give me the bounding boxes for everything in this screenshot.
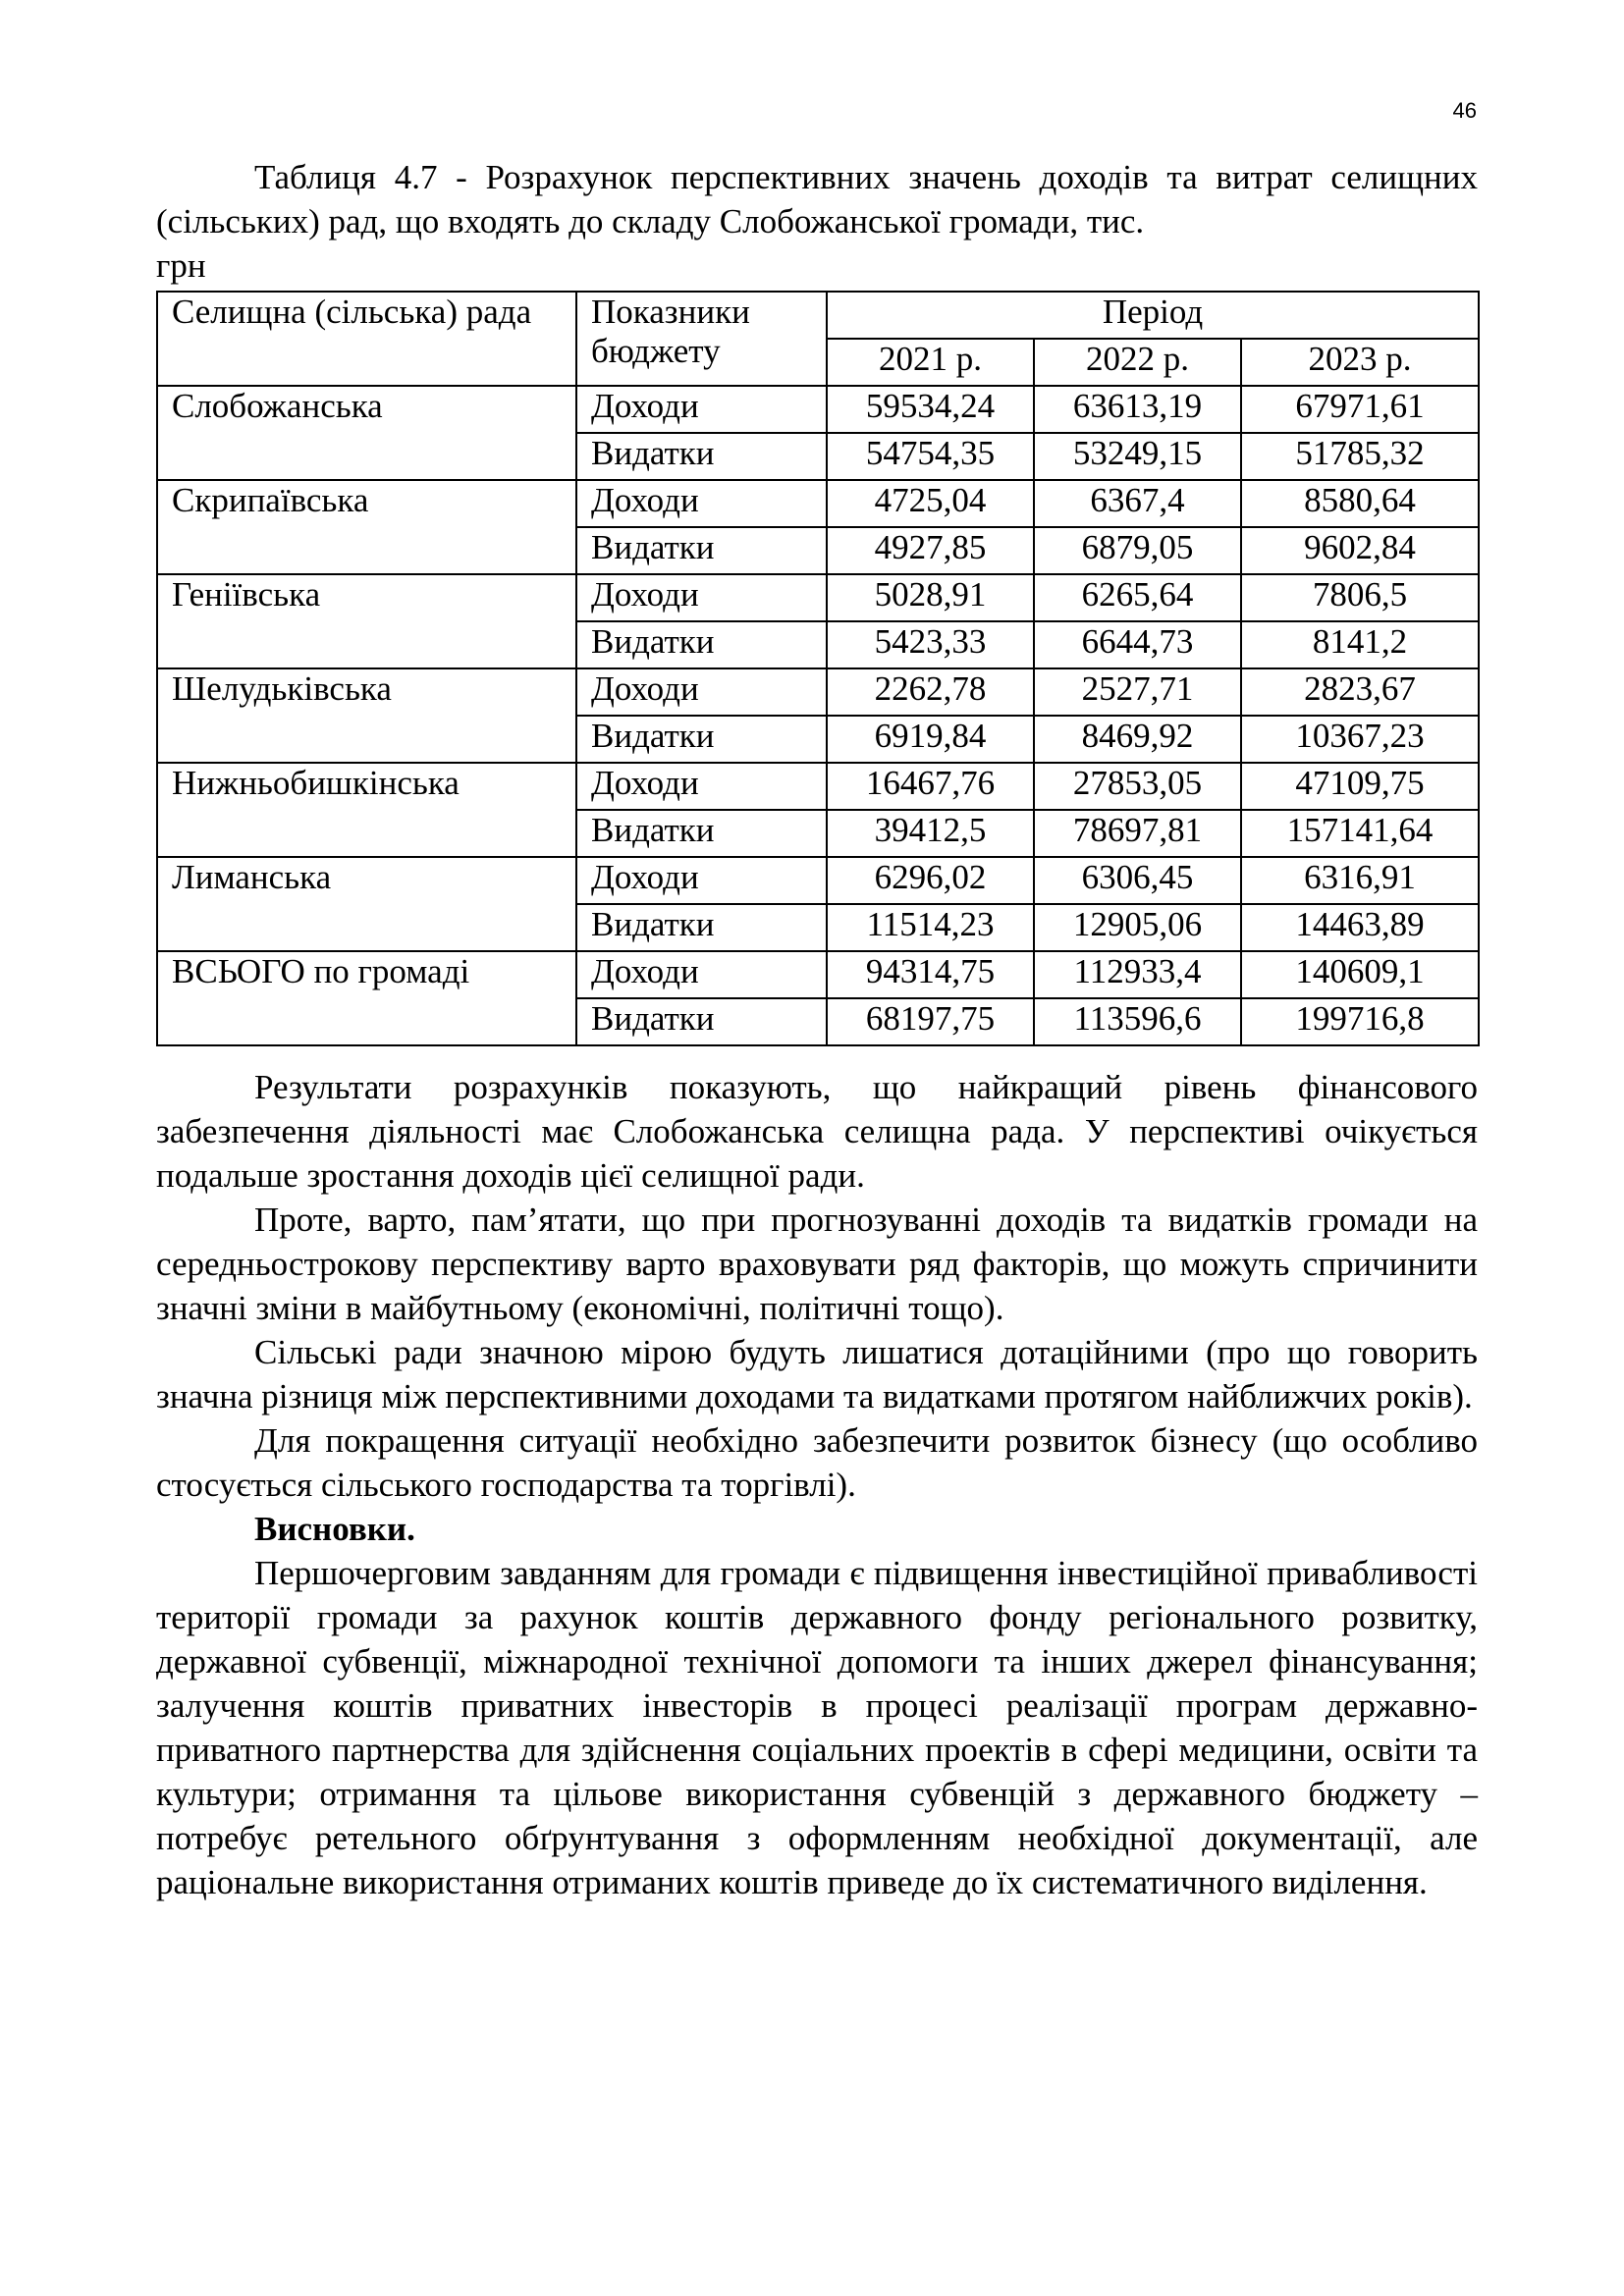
table-caption-unit: грн bbox=[156, 246, 206, 285]
table-row bbox=[157, 668, 1479, 716]
header-indicator: Показники бюджету bbox=[576, 292, 827, 386]
paragraph: Проте, варто, пам’ятати, що при прогнозуванні доходів та видатків громади на середньострокову перспективу варто враховувати ряд факторів, що можуть спричинити значні зміни в майбутньому (економічні, політичні тощо). bbox=[156, 1201, 1478, 1327]
council-name: Слобожанська bbox=[157, 386, 576, 480]
value-cell: 2527,71 bbox=[1034, 668, 1241, 716]
value-cell: 6919,84 bbox=[827, 716, 1034, 763]
header-council: Селищна (сільська) рада bbox=[157, 292, 576, 386]
value-cell: 4725,04 bbox=[827, 480, 1034, 527]
indicator-label: Доходи bbox=[576, 386, 827, 433]
paragraph: Для покращення ситуації необхідно забезпечити розвиток бізнесу (що особливо стосується сільського господарства та торгівлі). bbox=[156, 1421, 1478, 1504]
value-cell: 6296,02 bbox=[827, 857, 1034, 904]
value-cell: 51785,32 bbox=[1241, 433, 1479, 480]
header-year: 2023 р. bbox=[1241, 339, 1479, 386]
value-cell: 14463,89 bbox=[1241, 904, 1479, 951]
paragraph: Результати розрахунків показують, що найкращий рівень фінансового забезпечення діяльності має Слобожанська селищна рада. У перспективі очікується подальше зростання доходів цієї селищної ради. bbox=[156, 1068, 1478, 1195]
value-cell: 6265,64 bbox=[1034, 574, 1241, 621]
value-cell: 8469,92 bbox=[1034, 716, 1241, 763]
table-row bbox=[157, 857, 1479, 904]
indicator-label: Видатки bbox=[576, 904, 827, 951]
indicator-label: Видатки bbox=[576, 527, 827, 574]
value-cell: 63613,19 bbox=[1034, 386, 1241, 433]
value-cell: 16467,76 bbox=[827, 763, 1034, 810]
indicator-label: Видатки bbox=[576, 621, 827, 668]
value-cell: 6879,05 bbox=[1034, 527, 1241, 574]
value-cell: 12905,06 bbox=[1034, 904, 1241, 951]
council-name: ВСЬОГО по громаді bbox=[157, 951, 576, 1045]
indicator-label: Доходи bbox=[576, 951, 827, 998]
value-cell: 47109,75 bbox=[1241, 763, 1479, 810]
value-cell: 39412,5 bbox=[827, 810, 1034, 857]
paragraph: Сільські ради значною мірою будуть лишатися дотаційними (про що говорить значна різниця між перспективними доходами та видатками протягом найближчих років). bbox=[156, 1333, 1478, 1415]
header-year: 2022 р. bbox=[1034, 339, 1241, 386]
value-cell: 2823,67 bbox=[1241, 668, 1479, 716]
value-cell: 157141,64 bbox=[1241, 810, 1479, 857]
budget-forecast-table bbox=[156, 291, 1480, 1046]
indicator-label: Доходи bbox=[576, 763, 827, 810]
indicator-label: Доходи bbox=[576, 857, 827, 904]
indicator-label: Видатки bbox=[576, 433, 827, 480]
table-caption bbox=[156, 155, 1478, 288]
table-row bbox=[157, 480, 1479, 527]
table-caption-label: Таблиця 4.7 - Розрахунок перспективних значень доходів та витрат селищних (сільських) рад, що входять до складу Слобожанської громади, тис. bbox=[156, 158, 1478, 240]
indicator-label: Видатки bbox=[576, 810, 827, 857]
value-cell: 94314,75 bbox=[827, 951, 1034, 998]
table-row bbox=[157, 386, 1479, 433]
value-cell: 6316,91 bbox=[1241, 857, 1479, 904]
table-row bbox=[157, 574, 1479, 621]
value-cell: 6644,73 bbox=[1034, 621, 1241, 668]
value-cell: 8580,64 bbox=[1241, 480, 1479, 527]
value-cell: 6367,4 bbox=[1034, 480, 1241, 527]
value-cell: 5028,91 bbox=[827, 574, 1034, 621]
value-cell: 140609,1 bbox=[1241, 951, 1479, 998]
value-cell: 4927,85 bbox=[827, 527, 1034, 574]
value-cell: 59534,24 bbox=[827, 386, 1034, 433]
indicator-label: Доходи bbox=[576, 574, 827, 621]
indicator-label: Видатки bbox=[576, 716, 827, 763]
header-year: 2021 р. bbox=[827, 339, 1034, 386]
value-cell: 112933,4 bbox=[1034, 951, 1241, 998]
council-name: Лиманська bbox=[157, 857, 576, 951]
indicator-label: Доходи bbox=[576, 668, 827, 716]
table-row bbox=[157, 763, 1479, 810]
value-cell: 78697,81 bbox=[1034, 810, 1241, 857]
conclusions-paragraph: Першочерговим завданням для громади є підвищення інвестиційної привабливості території громади за рахунок коштів державного фонду регіонального розвитку, державної субвенції, міжнародної технічної допомоги та інших джерел фінансування; залучення коштів приватних інвесторів в процесі реалізації програм державно-приватного партнерства для здійснення соціальних проектів в сфері медицини, освіти та культури; отримання та цільове використання субвенцій з державного бюджету – потребує ретельного обґрунтування з оформленням необхідної документації, але раціональне використання отриманих коштів приведе до їх систематичного виділення. bbox=[156, 1554, 1478, 1901]
value-cell: 11514,23 bbox=[827, 904, 1034, 951]
value-cell: 9602,84 bbox=[1241, 527, 1479, 574]
value-cell: 10367,23 bbox=[1241, 716, 1479, 763]
value-cell: 67971,61 bbox=[1241, 386, 1479, 433]
indicator-label: Видатки bbox=[576, 998, 827, 1045]
value-cell: 7806,5 bbox=[1241, 574, 1479, 621]
value-cell: 68197,75 bbox=[827, 998, 1034, 1045]
page-number: 46 bbox=[1452, 98, 1477, 123]
council-name: Геніївська bbox=[157, 574, 576, 668]
body-text bbox=[156, 1065, 1478, 1904]
conclusions-heading: Висновки. bbox=[254, 1510, 415, 1548]
value-cell: 53249,15 bbox=[1034, 433, 1241, 480]
indicator-label: Доходи bbox=[576, 480, 827, 527]
value-cell: 113596,6 bbox=[1034, 998, 1241, 1045]
table-row-total bbox=[157, 951, 1479, 998]
value-cell: 27853,05 bbox=[1034, 763, 1241, 810]
value-cell: 6306,45 bbox=[1034, 857, 1241, 904]
value-cell: 199716,8 bbox=[1241, 998, 1479, 1045]
council-name: Скрипаївська bbox=[157, 480, 576, 574]
council-name: Шелудьківська bbox=[157, 668, 576, 763]
value-cell: 2262,78 bbox=[827, 668, 1034, 716]
table-header-row bbox=[157, 292, 1479, 339]
header-period: Період bbox=[827, 292, 1479, 339]
value-cell: 5423,33 bbox=[827, 621, 1034, 668]
council-name: Нижньобишкінська bbox=[157, 763, 576, 857]
value-cell: 54754,35 bbox=[827, 433, 1034, 480]
value-cell: 8141,2 bbox=[1241, 621, 1479, 668]
